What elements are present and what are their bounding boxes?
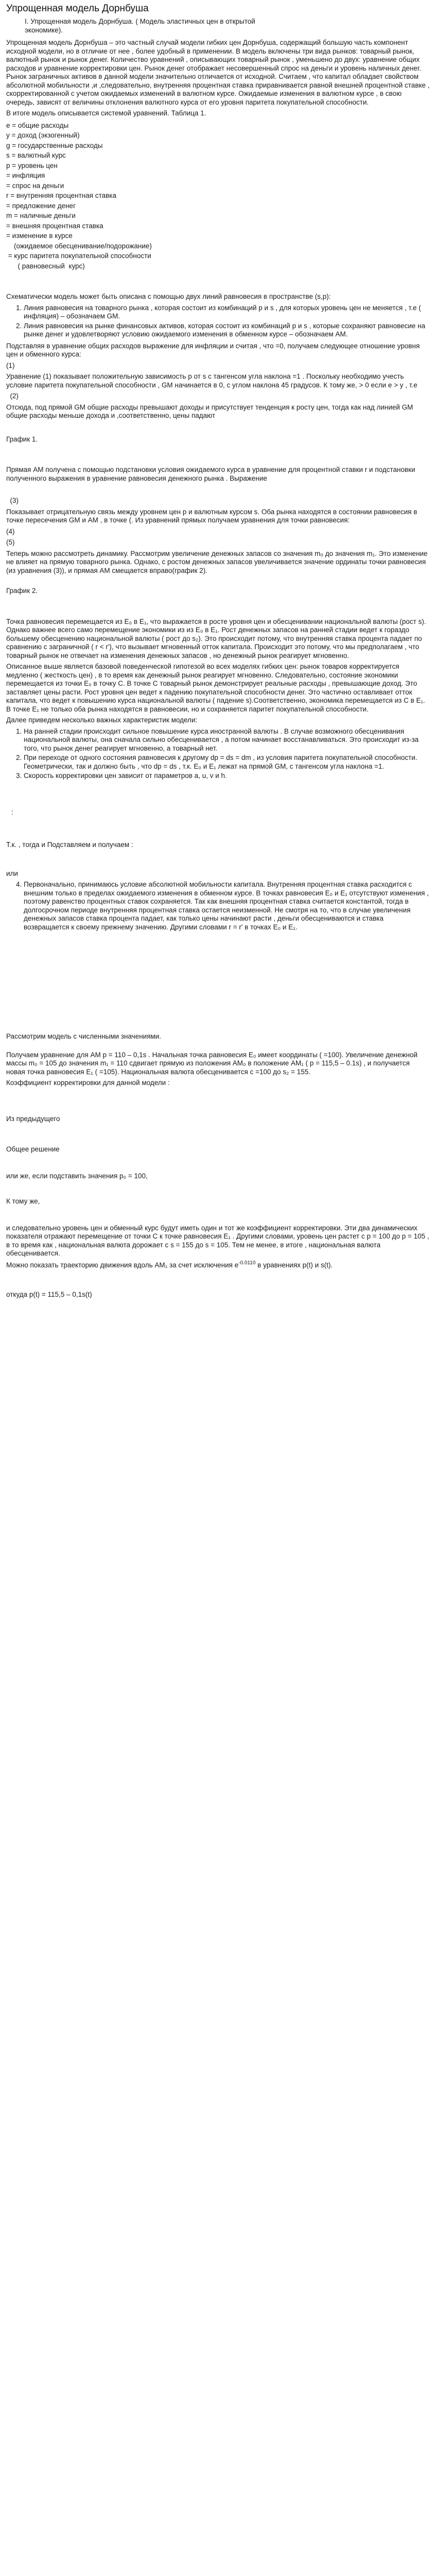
equation-1: (1) [6,361,15,369]
graph-1-label: График 1. [6,435,38,443]
var-expected: (ожидаемое обесценивание/подорожание) [6,242,152,250]
document [0,3,436,1299]
substitution-line: Т.к. , тогда и Подставляем и получаем : [6,841,133,849]
gm-explanation: Отсюда, под прямой GM общие расходы превышают доходы и присутствует тенденция к росту цен, тогда как над линией GM общие расходы меньше дохода и ,соответственно, цены падают [6,403,413,419]
equation-4: (4) [6,527,15,535]
page-title: Упрощенная модель Дорнбуша [6,3,149,14]
capital-mobility-list [6,880,430,931]
var-g: g = государственные расходы [6,141,103,149]
trajectory-text: Можно показать траекторию движения вдоль AM₁ за счет исключения e [6,1261,239,1269]
numeric-paragraph: Получаем уравнение для AM p = 110 – 0,1s . Начальная точка равновесия E₀ имеет координаты ( =100). Увеличение денежной массы m₀ = 105 до значения m₁ = 110 сдвигает прямую из положения AM₀ в положение AM₁ ( p = 115,5 – 0.1s) , и получается новая точка равновесия E₁ ( =105). Национальная валюта обесценивается с =100 до s₂ = 155. [6,1050,418,1076]
intro-paragraph: Упрощенная модель Дорнбуша – это частный случай модели гибких цен Дорнбуша, содержащий большую часть компонент исходной модели, но в отличие от нее , более удобный в применении. В модель включены три вида рынков: товарный рынок, валютный рынок и рынок денег. Количество уравнений , описывающих товарный рынок , уменьшено до двух: уравнение общих расходов и уравнение корректировки цен. Рынок денег отображает несовершенный спрос на деньги и уровень наличных денег. Рынок заграничных активов в данной модели значительно отличается от исходной. Считаем , что капитал обладает свойством абсолютной мобильности ,и ,следовательно, внутренняя процентная ставка приравнивается равной внешней процентной ставке , скорректированной с учетом ожидаемых изменений в валютном курсе. Ожидаемые изменения в валютном курсе , в свою очередь, зависят от величины отклонения валютного курса от его уровня паритета покупательной способности. [6,39,430,106]
equation-1-explanation: Уравнение (1) показывает положительную зависимость p от s с тангенсом угла наклона =1 . Поскольку необходимо учесть условие паритета покупательной способности , GM начинается в 0, с углом наклона 45 градусов. К тому же, > 0 если e > y , т.е [6,372,417,389]
numeric-section-title: Рассмотрим модель с численными значениями. [6,1032,162,1040]
characteristics-intro: Далее приведем несколько важных характеристик модели: [6,716,198,724]
final-equation: откуда p(t) = 115,5 – 0,1s(t) [6,1291,92,1298]
moreover: К тому же, [6,1197,40,1205]
var-p: p = уровень цен [6,161,58,170]
graph-2-label: График 2. [6,587,38,595]
trajectory-line [6,1261,430,1270]
behavior-paragraph: Описанное выше является базовой поведенческой гипотезой во всех моделях гибких цен: рынок товаров корректируется медленно ( жесткость цен) , в то время как денежный рынок реагирует мгновенно. Следовательно, состояние экономики перемещается из точки E₀ в точку C. В точке C товарный рынок демонстрирует реальные расходы , превышающие доход. Это заставляет цены расти. Рост уровня цен ведет к падению покупательной способности денег. Это частично оставливает отток капитала, что ведет к повышению курса национальной валюты ( падение s).Соответственно, экономика перемещается из C в E₁. В точке E₁ не только оба рынка находятся в равновесии, но и сохраняется паритет покупательной способности. [6,663,425,713]
general-solution: Общее решение [6,1145,60,1153]
list-item: 1. На ранней стадии происходит сильное повышение курса иностранной валюты . В случае возможного обесценивания национальной валюты, она сначала сильно обесценивается , а потом начинает восстанавливаться. Это происходит из-за того, что рынок денег реагирует мгновенно, а товарный нет. [24,727,430,753]
trajectory-exponent: -0.0110 [238,1260,256,1266]
schematic-paragraph: Схематически модель может быть описана с помощью двух линий равновесия в пространстве (s,p): [6,293,331,300]
var-y: y = доход (экзогенный) [6,131,80,139]
equation-5: (5) [6,538,15,546]
var-inflation: = инфляция [6,172,45,179]
list-item: 1. Линия равновесия на товарного рынка , которая состоит из комбинаций p и s , для которых уровень цен не меняется , т.е ( инфляция) – обозначаем GM. [24,304,430,321]
toc-link-cont[interactable]: экономике). [25,26,63,34]
dynamics-paragraph: Теперь можно рассмотреть динамику. Рассмотрим увеличение денежных запасов со значения m₀ до значения m₁. Это изменение не влияет на прямую товарного рынка. Однако, с ростом денежных запасов увеличивается значение ординаты точки равновесия (из уравнения (3)), и прямая AM смещается вправо(график 2). [6,549,428,574]
var-s: s = валютный курс [6,151,66,159]
conclusion-paragraph: и следовательно уровень цен и обменный курс будут иметь один и тот же коэффициент корректировки. Эти два динамических показателя отражают перемещение от точки C к точке равновесия E₁ . Другими словами, уровень цен растет с p = 100 до p = 105 , в то время как , национальная валюта дорожает с s = 155 до s = 105. Тем не менее, в итоге , национальная валюта обесценивается. [6,1224,429,1257]
or-line: или [6,869,18,877]
equilibrium-move-paragraph: Точка равновесия перемещается из E₀ в E₁, что выражается в росте уровня цен и обесценивании национальной валюты (рост s). Однако важнее всего само перемещение экономики из из E₀ в E₁. Рост денежных запасов на ранней стадии ведет к гораздо большему обесценению национальной валюты ( рост до s₂). Это происходит потому, что внутренняя ставка процента падает по сравнению с заграничной ( r < r'), что вызывает мгновенный отток капитала. Происходит это потому, что мы предполагаем , что товарный рынок не отвечает на изменения денежных запасов , но денежный рынок реагирует мгновенно. [6,617,426,659]
equilibrium-lines-list [6,304,430,339]
var-m: m = наличные деньги [6,212,76,219]
substitute-values: или же, если подставить значения p₀ = 100, [6,1172,148,1180]
am-relation-paragraph: Показывает отрицательную связь между уровнем цен p и валютным курсом s. Оба рынка находятся в состоянии равновесия в точке пересечения GM и AM , в точке (. Из уравнений прямых получаем уравнения для точки равновесия: [6,507,417,524]
var-r: r = внутренняя процентная ставка [6,192,116,199]
variable-list [6,121,430,272]
trajectory-tail: в уравнениях p(t) и s(t). [255,1261,333,1269]
list-item: 2. Линия равновесия на рынке финансовых активов, которая состоит из комбинаций p и s , которые сохраняют равновесие на рынке денег и удовлетворяют условию ожидаемого изменения в обменном курсе – обозначаем AM. [24,322,430,339]
var-equilibrium: ( равновесный курс) [6,262,85,270]
am-paragraph: Прямая AM получена с помощью подстановки условия ожидаемого курса в уравнение для процентной ставки r и подстановки полученного выражения в уравнение равновесия денежного рынка . Выражение [6,466,415,482]
colon-mark: : [11,808,13,816]
var-e: e = общие расходы [6,121,69,129]
var-money-supply: = предложение денег [6,201,76,210]
var-foreign-rate: = внешняя процентная ставка [6,222,103,230]
toc-link[interactable]: I. Упрощенная модель Дорнбуша. ( Модель эластичных цен в открытой [25,18,255,25]
characteristics-list [6,727,430,781]
var-money-demand: = спрос на деньги [6,181,64,190]
adjustment-coefficient: Коэффициент корректировки для данной модели : [6,1079,170,1087]
var-change-rate: = изменение в курсе [6,232,73,240]
equation-2: (2) [6,392,19,400]
table-of-contents [25,18,430,35]
list-item: 3. Скорость корректировки цен зависит от параметров a, u, v и h. [24,772,430,781]
var-ppp: = курс паритета покупательной способности [6,252,151,260]
substitution-paragraph: Подставляя в уравнение общих расходов выражение для инфляции и считая , что =0, получаем следующее отношение уровня цен и обменного курса: [6,342,420,358]
list-item: 2. При переходе от одного состояния равновесия к другому dp = ds = dm , из условия паритета покупательной способности. Геометрически, так и должно быть , что dp = ds , т.к. E₀ и E₁ лежат на прямой GM, с тангенсом угла наклона =1. [24,754,430,771]
list-item: 4. Первоначально, принимаюсь условие абсолютной мобильности капитала. Внутренняя процентная ставка расходится с внешним только в пределах ожидаемого изменения в обменном курсе. В точках равновесия E₀ и E₁ отсутствуют изменения , поэтому равенство процентных ставок сохраняется. Так как внешняя процентная ставка считается константой, тогда в долгосрочном периоде внутренняя процентная ставка остается неизменной. Не смотря на то, что в случае увеличения денежных запасов ставка процента падает, как только цены начинают расти , деньги обесцениваются и ставка возвращается к своему прежнему значению. Другими словами r = r' в точках E₀ и E₁. [24,880,430,931]
from-previous: Из предыдущего [6,1114,60,1123]
equation-3: (3) [6,497,19,504]
intro-table-ref: В итоге модель описывается системой уравнений. Таблица 1. [6,109,206,117]
